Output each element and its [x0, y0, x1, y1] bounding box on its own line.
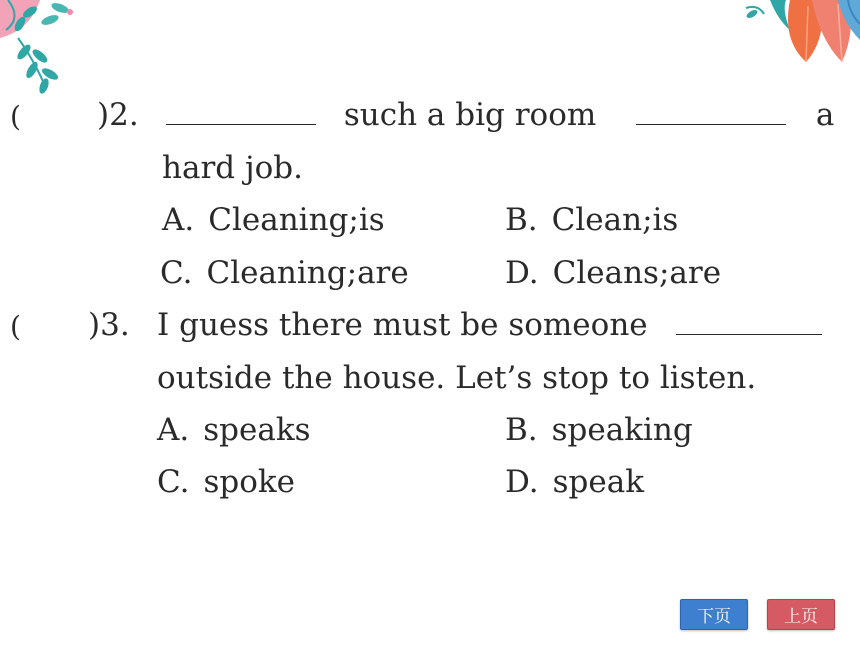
- option-d[interactable]: [505, 464, 644, 500]
- option-text: Cleaning;are: [206, 255, 409, 291]
- answer-paren-q2: [10, 100, 21, 133]
- option-text: Cleaning;is: [208, 202, 385, 238]
- answer-blank-3[interactable]: [676, 308, 822, 335]
- answer-paren-q3: [10, 310, 21, 343]
- question-3-line1: [157, 307, 648, 343]
- option-b[interactable]: [505, 202, 678, 238]
- option-c[interactable]: [157, 464, 295, 500]
- option-letter: D.: [505, 464, 539, 500]
- option-letter: A.: [157, 412, 190, 448]
- question-number: )2.: [97, 97, 139, 133]
- option-text: spoke: [203, 464, 296, 500]
- question-3-blank-wrap: [676, 307, 822, 343]
- next-page-button[interactable]: 下页: [680, 599, 748, 630]
- answer-blank-1[interactable]: [166, 98, 316, 125]
- answer-blank-2[interactable]: [636, 98, 786, 125]
- corner-leaves-decoration-left: [0, 0, 90, 95]
- question-text: I guess there must be someone: [157, 307, 648, 343]
- question-number: )3.: [88, 307, 130, 343]
- option-a[interactable]: [162, 202, 385, 238]
- question-2-line1: [166, 97, 596, 133]
- option-text: speaking: [551, 412, 693, 448]
- paren-open: (: [10, 310, 21, 343]
- previous-page-button[interactable]: 上页: [767, 599, 835, 630]
- option-letter: C.: [157, 464, 190, 500]
- option-c[interactable]: [160, 255, 409, 291]
- option-d[interactable]: [505, 255, 721, 291]
- question-3-number: [88, 307, 130, 343]
- option-letter: C.: [160, 255, 193, 291]
- option-letter: B.: [505, 202, 538, 238]
- option-letter: A.: [162, 202, 195, 238]
- option-b[interactable]: [505, 412, 693, 448]
- question-2-line1-end: [636, 97, 834, 133]
- option-text: speaks: [203, 412, 311, 448]
- option-text: speak: [552, 464, 644, 500]
- question-3-line2: outside the house. Let’s stop to listen.: [157, 360, 757, 396]
- paren-open: (: [10, 100, 21, 133]
- option-letter: B.: [505, 412, 538, 448]
- question-text: a: [815, 97, 835, 133]
- option-text: Cleans;are: [552, 255, 722, 291]
- option-text: Clean;is: [551, 202, 679, 238]
- question-2-line2: hard job.: [162, 150, 303, 186]
- option-letter: D.: [505, 255, 539, 291]
- question-text: such a big room: [343, 97, 597, 133]
- corner-leaves-decoration-right: [730, 0, 860, 75]
- option-a[interactable]: [157, 412, 311, 448]
- question-2-number: [97, 97, 139, 133]
